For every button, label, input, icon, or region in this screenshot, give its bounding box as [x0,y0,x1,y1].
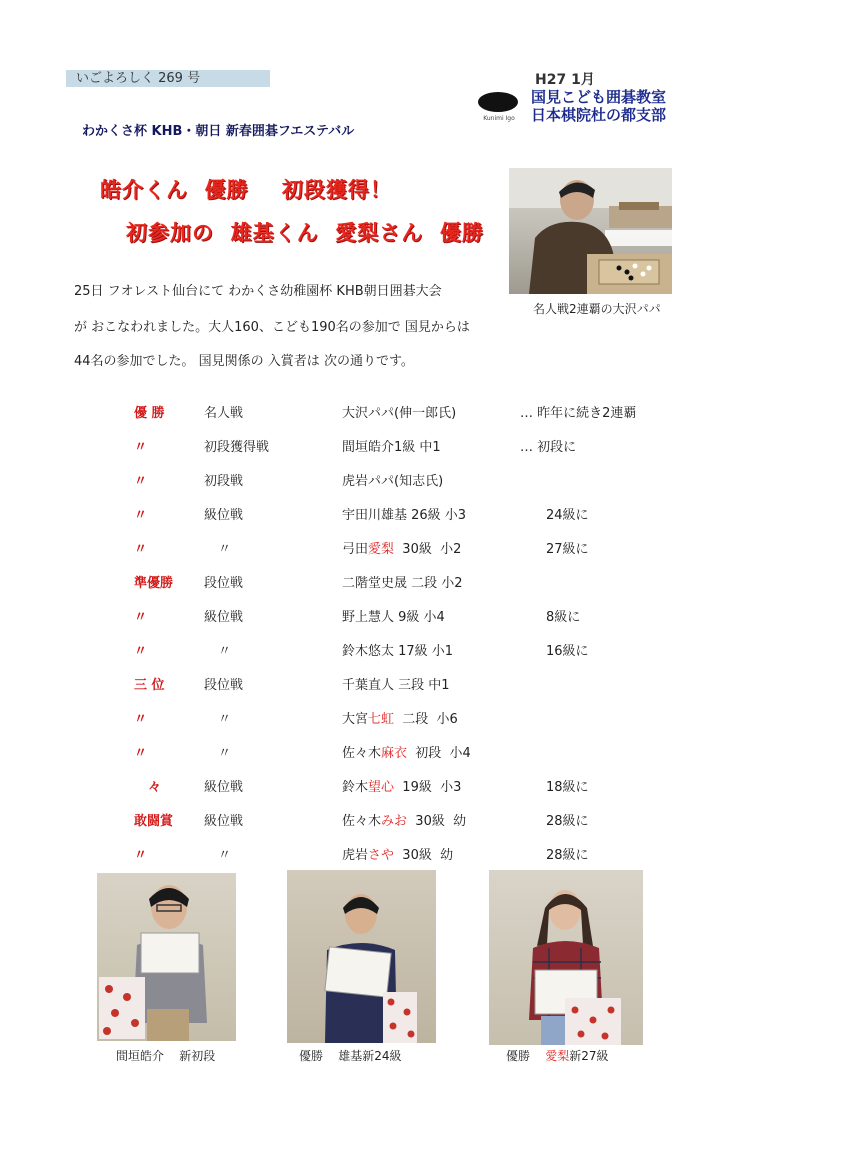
result-row [0,742,850,762]
photo-airi-illustration [489,870,643,1045]
category: 初段獲得戦 [204,440,270,455]
photo-yuuki-illustration [287,870,436,1043]
note: 28級に [546,814,589,829]
result-row [0,572,850,592]
award: 〃 [134,474,148,489]
result-row [0,470,850,490]
photo-yuuki [287,870,436,1043]
top-photo-caption: 名人戦2連覇の大沢パパ [533,302,661,316]
note: 24級に [546,508,589,523]
result-row [0,606,850,626]
winner-name: 佐々木みお 30級 幼 [342,814,467,829]
award: 々 [148,780,162,795]
kunimi-igo-logo [476,92,522,126]
category: 段位戦 [204,678,244,693]
category: 〃 [218,746,232,761]
headline-line-1: 皓介くん 優勝 初段獲得！ [100,178,392,202]
winner-name: 大沢パパ(伸一郎氏) [342,406,457,421]
winner-name: 鈴木悠太 17級 小1 [342,644,454,659]
award: 優 勝 [134,406,165,421]
award: 〃 [134,610,148,625]
award: 〃 [134,542,148,557]
go-stone-logo-icon [478,92,518,112]
result-row [0,640,850,660]
winner-name: 虎岩パパ(知志氏) [342,474,444,489]
photo-caption-yuuki: 優勝 雄基新24級 [299,1049,402,1063]
result-row [0,402,850,422]
note: 16級に [546,644,589,659]
award: 〃 [134,508,148,523]
note: 8級に [546,610,581,625]
category: 名人戦 [204,406,244,421]
category: 段位戦 [204,576,244,591]
top-photo [509,168,672,294]
winner-name: 間垣皓介1級 中1 [342,440,441,455]
award: 〃 [134,644,148,659]
award: 〃 [134,746,148,761]
issue-date: H27 1月 [535,72,595,88]
winner-name: 鈴木望心 19級 小3 [342,780,462,795]
photo-kousuke-illustration [97,873,236,1041]
category: 級位戦 [204,780,244,795]
winner-name: 大宮七虹 二段 小6 [342,712,458,727]
category: 〃 [218,848,232,863]
award: 準優勝 [134,576,174,591]
org-line-1: 国見こども囲碁教室 [531,88,667,106]
photo-kousuke [97,873,236,1041]
result-row [0,674,850,694]
headline-line-2: 初参加の 雄基くん 愛梨さん 優勝 [126,221,484,245]
result-row [0,436,850,456]
note: … 初段に [520,440,577,455]
winner-name: 弓田愛梨 30級 小2 [342,542,462,557]
result-row [0,776,850,796]
winner-name: 佐々木麻衣 初段 小4 [342,746,471,761]
result-row [0,504,850,524]
issue-number: いごよろしく 269 号 [66,70,270,87]
category: 級位戦 [204,508,244,523]
category: 〃 [218,644,232,659]
category: 級位戦 [204,814,244,829]
award: 〃 [134,712,148,727]
award: 敢闘賞 [134,814,174,829]
intro-line-2: が おこなわれました。大人160、こども190名の参加で 国見からは [74,320,470,335]
note: 18級に [546,780,589,795]
category: 〃 [218,712,232,727]
category: 〃 [218,542,232,557]
winner-name: 宇田川雄基 26級 小3 [342,508,467,523]
result-row [0,538,850,558]
photo-airi [489,870,643,1045]
category: 初段戦 [204,474,244,489]
intro-line-3: 44名の参加でした。 国見関係の 入賞者は 次の通りです。 [74,354,414,369]
organization [531,88,666,124]
note: 28級に [546,848,589,863]
photo-caption-kousuke: 間垣皓介 新初段 [116,1049,216,1063]
winner-name: 野上慧人 9級 小4 [342,610,445,625]
intro-line-1: 25日 フオレスト仙台にて わかくさ幼稚園杯 KHB朝日囲碁大会 [74,284,442,299]
winner-name: 虎岩さや 30級 幼 [342,848,454,863]
winner-name: 千葉直人 三段 中1 [342,678,450,693]
category: 級位戦 [204,610,244,625]
award: 〃 [134,848,148,863]
winner-name: 二階堂史晟 二段 小2 [342,576,463,591]
result-row [0,844,850,864]
note: 27級に [546,542,589,557]
award: 〃 [134,440,148,455]
photo-caption-airi: 優勝 愛梨新27級 [506,1049,609,1063]
result-row [0,810,850,830]
event-title: わかくさ杯 KHB・朝日 新春囲碁フエステバル [82,124,355,139]
note: … 昨年に続き2連覇 [520,406,637,421]
top-photo-illustration [509,168,672,294]
logo-text: Kunimi Igo [483,115,515,122]
org-line-2: 日本棋院杜の都支部 [531,106,667,124]
award: 三 位 [134,678,165,693]
result-row [0,708,850,728]
